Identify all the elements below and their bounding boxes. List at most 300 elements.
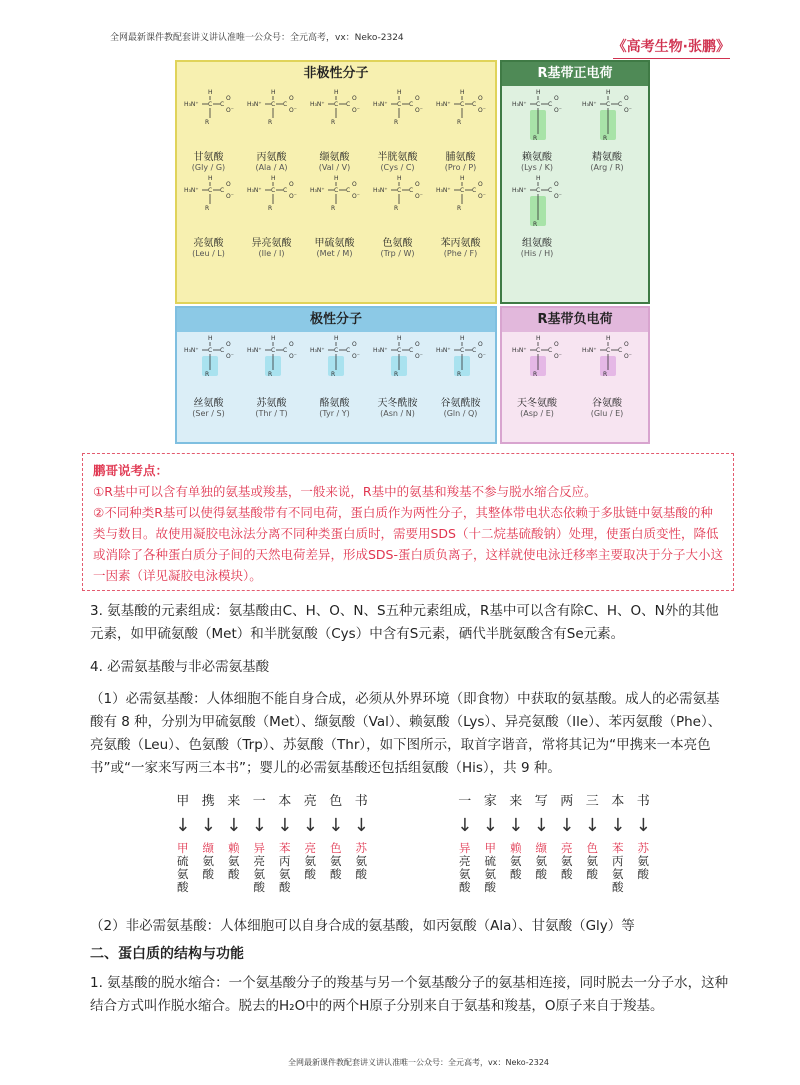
mnemonic-amino-acid <box>529 842 555 881</box>
svg-text:H₃N⁺: H₃N⁺ <box>512 187 527 194</box>
svg-text:R: R <box>204 205 209 212</box>
svg-text:R: R <box>267 371 272 378</box>
amino-acid-structure <box>371 86 425 148</box>
amino-acid-structure <box>182 86 236 148</box>
svg-text:O⁻: O⁻ <box>477 193 486 200</box>
svg-text:C: C <box>333 347 338 354</box>
mnemonic-first-char: 甲 <box>177 841 189 855</box>
mnemonic-column <box>298 790 324 894</box>
amino-acid-abbr: (Gln / Q) <box>443 409 478 418</box>
positive-panel <box>500 60 650 304</box>
svg-text:H₃N⁺: H₃N⁺ <box>582 101 597 108</box>
svg-text:C: C <box>471 101 476 108</box>
mnemonic-char-rest: 酸 <box>612 880 624 894</box>
svg-text:O: O <box>624 341 629 348</box>
mnemonic-char-rest: 氨 <box>459 867 471 881</box>
svg-text:O⁻: O⁻ <box>225 193 234 200</box>
svg-text:H: H <box>207 89 213 96</box>
mnemonic-char-rest: 氨 <box>228 854 240 868</box>
amino-acid-abbr: (Arg / R) <box>590 163 624 172</box>
mnemonic-char-rest: 酸 <box>228 867 240 881</box>
positive-title: R基带正电荷 <box>502 62 648 86</box>
svg-text:H₃N⁺: H₃N⁺ <box>435 101 451 108</box>
amino-acid-abbr: (Ser / S) <box>192 409 225 418</box>
mnemonic-first-char: 苯 <box>612 841 624 855</box>
mnemonic-char: 三 <box>585 794 599 809</box>
svg-text:C: C <box>207 187 212 194</box>
amino-acid-cell <box>303 86 366 172</box>
svg-text:H₃N⁺: H₃N⁺ <box>435 187 451 194</box>
svg-text:O⁻: O⁻ <box>554 107 562 114</box>
amino-acid-name: 脯氨酸 <box>445 152 476 163</box>
svg-text:O⁻: O⁻ <box>225 353 234 360</box>
svg-text:R: R <box>267 205 272 212</box>
svg-text:O⁻: O⁻ <box>624 107 632 114</box>
polar-title: 极性分子 <box>177 308 495 332</box>
mnemonic-char: 书 <box>354 794 368 809</box>
mnemonic-amino-acid <box>554 842 580 881</box>
amino-acid-name: 色氨酸 <box>382 238 413 249</box>
svg-text:R: R <box>330 371 335 378</box>
mnemonic-amino-acid <box>478 842 504 894</box>
svg-text:H₃N⁺: H₃N⁺ <box>183 347 199 354</box>
svg-text:O⁻: O⁻ <box>351 353 360 360</box>
svg-text:R: R <box>533 135 538 142</box>
svg-text:C: C <box>536 187 541 194</box>
mnemonic-column <box>478 790 504 894</box>
svg-text:O⁻: O⁻ <box>477 107 486 114</box>
svg-text:O⁻: O⁻ <box>288 107 297 114</box>
mnemonic-char: 甲 <box>176 794 190 809</box>
mnemonic-char-rest: 氨 <box>535 854 547 868</box>
svg-text:O⁻: O⁻ <box>414 107 423 114</box>
svg-text:O: O <box>477 95 483 102</box>
amino-acid-name: 天冬酰胺 <box>377 398 418 409</box>
mnemonic-char: 一 <box>458 794 472 809</box>
svg-text:R: R <box>204 119 209 126</box>
svg-text:O⁻: O⁻ <box>225 107 234 114</box>
amino-acid-abbr: (Phe / F) <box>443 249 478 258</box>
brand-title: 《高考生物·张鹏》 <box>613 36 730 59</box>
svg-text:O⁻: O⁻ <box>351 193 360 200</box>
svg-text:H₃N⁺: H₃N⁺ <box>372 187 388 194</box>
mnemonic-char-rest: 酸 <box>535 867 547 881</box>
mnemonic-char-rest: 酸 <box>510 867 522 881</box>
amino-acid-cell <box>303 172 366 258</box>
mnemonic-char-rest: 丙 <box>612 854 624 868</box>
svg-text:R: R <box>533 371 538 378</box>
amino-acid-cell <box>366 332 429 418</box>
svg-text:H: H <box>333 89 339 96</box>
svg-text:R: R <box>603 371 608 378</box>
mnemonic-char-rest: 酸 <box>279 880 291 894</box>
mnemonic-column <box>272 790 298 894</box>
amino-acid-name: 甲硫氨酸 <box>314 238 355 249</box>
paragraph-essential-amino-acids: （1）必需氨基酸：人体细胞不能自身合成，必须从外界环境（即食物）中获取的氨基酸。成人的必需氨基酸有 8 种，分别为甲硫氨酸（Met）、缬氨酸（Val）、赖氨酸（Lys）、异亮氨酸（Ile）、苯丙氨酸（Phe）、亮氨酸（Leu）、色氨酸（Trp）、苏氨酸（Thr），如下图所示，取首字谐音，常将其记为“甲携来一本亮色书”或“一家来写两三本书”；婴儿的必需氨基酸还包括组氨酸（His），共 9 种。 <box>90 691 722 776</box>
svg-text:R: R <box>393 371 398 378</box>
amino-acid-abbr: (Asp / E) <box>520 409 554 418</box>
amino-acid-abbr: (Lys / K) <box>521 163 553 172</box>
mnemonic-char-rest: 氨 <box>637 854 649 868</box>
svg-text:O⁻: O⁻ <box>554 353 562 360</box>
svg-text:O⁻: O⁻ <box>414 193 423 200</box>
svg-text:H: H <box>536 175 541 182</box>
down-arrow-icon: ↓ <box>457 815 473 836</box>
svg-text:C: C <box>282 187 287 194</box>
svg-text:R: R <box>533 221 538 228</box>
svg-text:H: H <box>207 335 213 342</box>
svg-text:C: C <box>606 347 611 354</box>
mnemonic-char-rest: 氨 <box>330 854 342 868</box>
svg-text:O: O <box>477 181 483 188</box>
amino-acid-cell <box>240 172 303 258</box>
mnemonic-char-rest: 氨 <box>561 854 573 868</box>
mnemonic-char: 本 <box>611 794 625 809</box>
amino-acid-name: 丝氨酸 <box>193 398 224 409</box>
amino-acid-structure <box>308 86 362 148</box>
svg-text:C: C <box>282 101 287 108</box>
amino-acid-structure <box>308 332 362 394</box>
mnemonic-char: 亮 <box>303 794 317 809</box>
down-arrow-icon: ↓ <box>635 815 651 836</box>
amino-acid-abbr: (Thr / T) <box>255 409 288 418</box>
amino-acid-abbr: (Ile / I) <box>258 249 285 258</box>
svg-text:H₃N⁺: H₃N⁺ <box>582 347 597 354</box>
amino-acid-cell <box>429 332 492 418</box>
svg-text:R: R <box>330 205 335 212</box>
mnemonic-column <box>170 790 196 894</box>
amino-acid-abbr: (Tyr / Y) <box>319 409 350 418</box>
amino-acid-structure <box>580 332 634 394</box>
mnemonic-char-rest: 酸 <box>355 867 367 881</box>
amino-acid-name: 丙氨酸 <box>256 152 287 163</box>
amino-acid-name: 甘氨酸 <box>193 152 224 163</box>
amino-acid-cell <box>366 86 429 172</box>
amino-acid-cell <box>429 86 492 172</box>
exam-tip-box <box>82 453 734 591</box>
mnemonic-char-rest: 氨 <box>484 867 496 881</box>
mnemonic-char-rest: 氨 <box>510 854 522 868</box>
mnemonic-char-rest: 亮 <box>253 854 265 868</box>
mnemonic-amino-acid <box>631 842 657 881</box>
svg-text:C: C <box>459 101 464 108</box>
mnemonic-amino-acid <box>349 842 375 881</box>
svg-text:R: R <box>456 119 461 126</box>
svg-text:C: C <box>536 347 541 354</box>
amino-acid-structure <box>308 172 362 234</box>
mnemonic-amino-acid <box>247 842 273 894</box>
amino-acid-cell <box>429 172 492 258</box>
svg-text:H: H <box>396 175 402 182</box>
mnemonic-first-char: 苏 <box>637 841 649 855</box>
svg-text:H: H <box>207 175 213 182</box>
down-arrow-icon: ↓ <box>610 815 626 836</box>
svg-text:R: R <box>603 135 608 142</box>
down-arrow-icon: ↓ <box>559 815 575 836</box>
amino-acid-structure <box>434 172 488 234</box>
amino-acid-structure <box>245 332 299 394</box>
mnemonic-char: 一 <box>252 794 266 809</box>
svg-text:C: C <box>548 187 553 194</box>
mnemonic-amino-acid <box>452 842 478 894</box>
amino-acid-abbr: (Val / V) <box>318 163 351 172</box>
down-arrow-icon: ↓ <box>508 815 524 836</box>
mnemonic-first-char: 色 <box>330 841 342 855</box>
section-heading-protein: 二、蛋白质的结构与功能 <box>90 946 244 962</box>
svg-text:O⁻: O⁻ <box>288 193 297 200</box>
svg-text:C: C <box>345 101 350 108</box>
amino-acid-structure <box>510 332 564 394</box>
amino-acid-name: 缬氨酸 <box>319 152 350 163</box>
svg-text:O: O <box>288 341 294 348</box>
mnemonic-char: 来 <box>227 794 241 809</box>
amino-acid-structure <box>434 332 488 394</box>
mnemonic-char: 携 <box>201 794 215 809</box>
mnemonic-char-rest: 酸 <box>586 867 598 881</box>
mnemonic-first-char: 赖 <box>510 841 522 855</box>
svg-text:C: C <box>459 347 464 354</box>
amino-acid-structure <box>434 86 488 148</box>
down-arrow-icon: ↓ <box>226 815 242 836</box>
mnemonic-char-rest: 丙 <box>279 854 291 868</box>
svg-text:O: O <box>225 181 231 188</box>
negative-grid <box>502 332 648 418</box>
mnemonic-char: 写 <box>534 794 548 809</box>
svg-text:O: O <box>225 341 231 348</box>
svg-text:R: R <box>393 119 398 126</box>
amino-acid-structure <box>580 86 634 148</box>
svg-text:H: H <box>333 335 339 342</box>
svg-text:C: C <box>345 347 350 354</box>
svg-text:O: O <box>414 181 420 188</box>
svg-text:O: O <box>351 181 357 188</box>
nonpolar-panel <box>175 60 497 304</box>
svg-text:H₃N⁺: H₃N⁺ <box>183 187 199 194</box>
svg-text:C: C <box>219 101 224 108</box>
svg-text:C: C <box>219 347 224 354</box>
mnemonic-column <box>323 790 349 894</box>
mnemonic-char-rest: 酸 <box>177 880 189 894</box>
mnemonic-first-char: 缬 <box>535 841 547 855</box>
mnemonic-column <box>605 790 631 894</box>
svg-text:H: H <box>536 89 541 96</box>
svg-text:O⁻: O⁻ <box>351 107 360 114</box>
down-arrow-icon: ↓ <box>251 815 267 836</box>
mnemonic-column <box>503 790 529 894</box>
svg-text:O⁻: O⁻ <box>624 353 632 360</box>
svg-text:O⁻: O⁻ <box>414 353 423 360</box>
svg-text:H₃N⁺: H₃N⁺ <box>309 347 325 354</box>
mnemonic-column <box>580 790 606 894</box>
svg-text:O: O <box>288 95 294 102</box>
svg-text:C: C <box>219 187 224 194</box>
mnemonic-char-rest: 亮 <box>459 854 471 868</box>
mnemonic-char-rest: 氨 <box>253 867 265 881</box>
svg-text:H₃N⁺: H₃N⁺ <box>246 101 262 108</box>
svg-text:H: H <box>606 89 611 96</box>
amino-acid-name: 谷氨酰胺 <box>440 398 481 409</box>
svg-text:O: O <box>414 95 420 102</box>
svg-text:O: O <box>225 95 231 102</box>
svg-text:H: H <box>459 89 465 96</box>
mnemonic-char-rest: 氨 <box>202 854 214 868</box>
down-arrow-icon: ↓ <box>200 815 216 836</box>
svg-text:H₃N⁺: H₃N⁺ <box>372 347 388 354</box>
amino-acid-structure <box>510 86 564 148</box>
polar-grid <box>177 332 495 418</box>
mnemonic-first-char: 亮 <box>561 841 573 855</box>
amino-acid-abbr: (Asn / N) <box>380 409 415 418</box>
down-arrow-icon: ↓ <box>277 815 293 836</box>
amino-acid-abbr: (Glu / E) <box>590 409 624 418</box>
amino-acid-cell <box>240 332 303 418</box>
mnemonic-amino-acid <box>196 842 222 881</box>
svg-text:C: C <box>396 187 401 194</box>
amino-acid-abbr: (Leu / L) <box>192 249 225 258</box>
down-arrow-icon: ↓ <box>482 815 498 836</box>
svg-text:C: C <box>270 347 275 354</box>
mnemonic-first-char: 异 <box>459 841 471 855</box>
down-arrow-icon: ↓ <box>353 815 369 836</box>
mnemonic-char: 书 <box>636 794 650 809</box>
down-arrow-icon: ↓ <box>328 815 344 836</box>
svg-text:H₃N⁺: H₃N⁺ <box>435 347 451 354</box>
paragraph-element-composition: 3. 氨基酸的元素组成：氨基酸由C、H、O、N、S五种元素组成，R基中可以含有除C、H、O、N外的其他元素，如甲硫氨酸（Met）和半胱氨酸（Cys）中含有S元素，硒代半胱氨酸含有Se元素。 <box>90 603 719 642</box>
mnemonic-amino-acid <box>605 842 631 894</box>
mnemonic-char-rest: 酸 <box>484 880 496 894</box>
svg-text:O: O <box>414 341 420 348</box>
mnemonic-first-char: 色 <box>586 841 598 855</box>
paragraph-dehydration: 1. 氨基酸的脱水缩合：一个氨基酸分子的羧基与另一个氨基酸分子的氨基相连接，同时脱去一分子水，这种结合方式叫作脱水缩合。脱去的H₂O中的两个H原子分别来自于氨基和羧基，O原子来自于羧基。 <box>90 975 729 1014</box>
svg-text:H: H <box>459 335 465 342</box>
svg-text:C: C <box>618 347 623 354</box>
amino-acid-name: 精氨酸 <box>592 152 622 163</box>
svg-text:H: H <box>459 175 465 182</box>
amino-acid-cell <box>572 332 642 418</box>
amino-acid-structure <box>371 172 425 234</box>
tip-heading: 鹏哥说考点： <box>93 463 169 478</box>
mnemonic-char: 家 <box>483 794 497 809</box>
svg-text:C: C <box>207 347 212 354</box>
svg-text:C: C <box>471 347 476 354</box>
svg-text:C: C <box>282 347 287 354</box>
svg-text:C: C <box>270 187 275 194</box>
svg-text:C: C <box>618 101 623 108</box>
amino-acid-name: 天冬氨酸 <box>517 398 557 409</box>
mnemonic-first-char: 赖 <box>228 841 240 855</box>
svg-text:H₃N⁺: H₃N⁺ <box>246 187 262 194</box>
mnemonic-char-rest: 硫 <box>177 854 189 868</box>
amino-acid-name: 谷氨酸 <box>592 398 622 409</box>
mnemonic-char-rest: 酸 <box>637 867 649 881</box>
svg-text:H: H <box>396 89 402 96</box>
svg-text:O⁻: O⁻ <box>554 193 562 200</box>
top-note: 全网最新课件教配套讲义讲认准唯一公众号：全元高考，vx：Neko-2324 <box>110 33 404 43</box>
svg-text:O: O <box>288 181 294 188</box>
mnemonic-char-rest: 酸 <box>459 880 471 894</box>
mnemonic-amino-acid <box>221 842 247 881</box>
amino-acid-abbr: (Met / M) <box>316 249 353 258</box>
svg-text:C: C <box>207 101 212 108</box>
mnemonic-char-rest: 氨 <box>355 854 367 868</box>
svg-text:H₃N⁺: H₃N⁺ <box>512 347 527 354</box>
amino-acid-cell <box>177 332 240 418</box>
mnemonic-char-rest: 氨 <box>279 867 291 881</box>
polar-panel <box>175 306 497 444</box>
mnemonic-char-rest: 氨 <box>612 867 624 881</box>
paragraph-nonessential: （2）非必需氨基酸：人体细胞可以自身合成的氨基酸，如丙氨酸（Ala）、甘氨酸（Gly）等 <box>90 918 635 934</box>
svg-text:H: H <box>396 335 402 342</box>
negative-title: R基带负电荷 <box>502 308 648 332</box>
amino-acid-abbr: (Trp / W) <box>380 249 415 258</box>
svg-text:C: C <box>536 101 541 108</box>
mnemonic-column <box>349 790 375 894</box>
svg-text:C: C <box>471 187 476 194</box>
mnemonic-first-char: 缬 <box>202 841 214 855</box>
svg-text:C: C <box>396 101 401 108</box>
amino-acid-name: 异亮氨酸 <box>251 238 292 249</box>
mnemonic-column <box>196 790 222 894</box>
mnemonic-amino-acid <box>503 842 529 881</box>
mnemonic-amino-acid <box>298 842 324 881</box>
amino-acid-structure <box>245 86 299 148</box>
amino-acid-cell <box>303 332 366 418</box>
svg-text:O: O <box>624 95 629 102</box>
svg-text:C: C <box>548 101 553 108</box>
amino-acid-abbr: (Pro / P) <box>444 163 477 172</box>
tip-line-2: ②不同种类R基可以使得氨基酸带有不同电荷，蛋白质作为两性分子，其整体带电状态依赖于多肽链中氨基酸的种类与数目。故使用凝胶电泳法分离不同种类蛋白质时，需要用SDS（十二烷基硫酸钠）处理，使蛋白质变性，降低或消除了各种蛋白质分子间的天然电荷差异，形成SDS-蛋白质负离子，这样就使电泳迁移率主要取决于分子大小这一因素（详见凝胶电泳模块）。 <box>93 505 724 583</box>
paragraph-essential-heading: 4. 必需氨基酸与非必需氨基酸 <box>90 659 270 675</box>
down-arrow-icon: ↓ <box>302 815 318 836</box>
mnemonic-char-rest: 酸 <box>202 867 214 881</box>
svg-text:C: C <box>333 101 338 108</box>
amino-acid-abbr: (Gly / G) <box>191 163 226 172</box>
mnemonic-amino-acid <box>170 842 196 894</box>
amino-acid-cell <box>572 86 642 172</box>
amino-acid-name: 酪氨酸 <box>319 398 350 409</box>
amino-acid-abbr: (Cys / C) <box>380 163 415 172</box>
svg-text:C: C <box>606 101 611 108</box>
svg-text:O⁻: O⁻ <box>477 353 486 360</box>
mnemonic-char: 色 <box>329 794 343 809</box>
amino-acid-name: 组氨酸 <box>522 238 552 249</box>
mnemonic-amino-acid <box>323 842 349 881</box>
mnemonic-column <box>452 790 478 894</box>
mnemonic-first-char: 亮 <box>304 841 316 855</box>
amino-acid-cell <box>240 86 303 172</box>
down-arrow-icon: ↓ <box>175 815 191 836</box>
svg-text:C: C <box>459 187 464 194</box>
amino-acid-name: 苯丙氨酸 <box>440 238 481 249</box>
mnemonic-char-rest: 酸 <box>304 867 316 881</box>
svg-text:H₃N⁺: H₃N⁺ <box>309 187 325 194</box>
svg-text:C: C <box>408 347 413 354</box>
svg-text:O: O <box>351 95 357 102</box>
amino-acid-structure <box>371 332 425 394</box>
mnemonic-column <box>554 790 580 894</box>
mnemonic-char-rest: 氨 <box>586 854 598 868</box>
amino-acid-name: 赖氨酸 <box>522 152 552 163</box>
svg-text:O: O <box>554 95 559 102</box>
amino-acid-cell <box>177 86 240 172</box>
svg-text:H₃N⁺: H₃N⁺ <box>372 101 388 108</box>
mnemonic-first-char: 异 <box>253 841 265 855</box>
amino-acid-name: 苏氨酸 <box>256 398 287 409</box>
svg-text:H: H <box>270 175 276 182</box>
svg-text:H: H <box>536 335 541 342</box>
amino-acid-cell <box>502 332 572 418</box>
mnemonic-char: 来 <box>509 794 523 809</box>
